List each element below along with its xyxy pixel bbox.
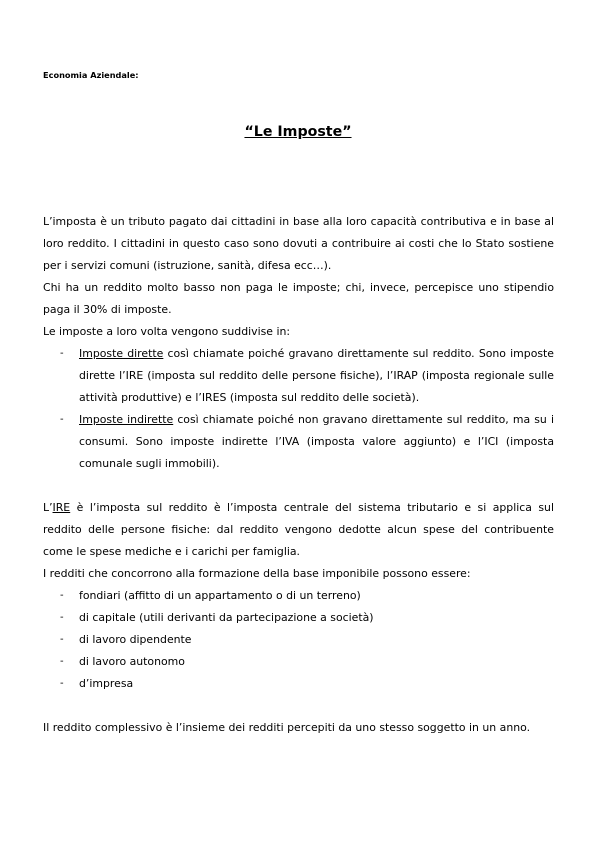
- intro-paragraph: L’imposta è un tributo pagato dai cittadini in base alla loro capacità contributiva e in base al loro reddito. I cittadini in questo caso sono dovuti a contribuire ai costi che lo Stato sostiene per i servizi comuni (istruzione, sanità, difesa ecc…).: [43, 215, 554, 272]
- list-dash: -: [60, 678, 64, 689]
- list-item-text: di capitale (utili derivanti da partecipazione a società): [79, 611, 374, 624]
- list-dash: -: [60, 612, 64, 623]
- list-dash: -: [60, 348, 64, 359]
- list-dash: -: [60, 656, 64, 667]
- term-direct-taxes: Imposte dirette: [79, 347, 164, 360]
- list-item: [43, 673, 554, 695]
- ire-prefix: L’: [43, 501, 53, 514]
- list-item-text: di lavoro autonomo: [79, 655, 185, 668]
- list-dash: -: [60, 414, 64, 425]
- list-dash: -: [60, 634, 64, 645]
- list-item: [43, 343, 554, 409]
- list-dash: -: [60, 590, 64, 601]
- income-paragraph: Chi ha un reddito molto basso non paga le imposte; chi, invece, percepisce uno stipendio paga il 30% di imposte.: [43, 281, 554, 316]
- document-body: [43, 211, 554, 739]
- list-item-text: d’impresa: [79, 677, 134, 690]
- list-item-text: di lavoro dipendente: [79, 633, 192, 646]
- term-ire: IRE: [52, 501, 71, 514]
- tax-types-list: [43, 343, 554, 475]
- list-item-text: così chiamate poiché non gravano direttamente sul reddito, ma su i consumi. Sono imposte indirette l’IVA (imposta valore aggiunto) e l’ICI (imposta comunale sugli immobili).: [79, 413, 554, 470]
- term-indirect-taxes: Imposte indirette: [79, 413, 174, 426]
- list-item: [43, 651, 554, 673]
- ire-paragraph: [43, 497, 554, 563]
- list-item-text: così chiamate poiché gravano direttamente sul reddito. Sono imposte dirette l’IRE (imposta sul reddito delle persone fisiche), l’IRAP (imposta regionale sulle attività produttive) e l’IRES (imposta sul reddito delle società).: [79, 347, 554, 404]
- list-item: [43, 409, 554, 475]
- page-title: “Le Imposte”: [244, 124, 352, 140]
- ire-text: è l’imposta sul reddito è l’imposta centrale del sistema tributario e si applica sul reddito delle persone fisiche: dal reddito vengono dedotte alcun spese del contribuente come le spese mediche e i carichi per famiglia.: [43, 501, 554, 558]
- list-item-text: fondiari (affitto di un appartamento o di un terreno): [79, 589, 361, 602]
- income-types-list: [43, 585, 554, 695]
- spacer: [43, 475, 554, 497]
- list-item: [43, 585, 554, 607]
- total-income-paragraph: Il reddito complessivo è l’insieme dei redditi percepiti da uno stesso soggetto in un anno.: [43, 721, 531, 734]
- subject-heading: Economia Aziendale:: [43, 70, 139, 80]
- spacer: [43, 695, 554, 717]
- classification-paragraph: Le imposte a loro volta vengono suddivise in:: [43, 325, 291, 338]
- list-item: [43, 629, 554, 651]
- list-item: [43, 607, 554, 629]
- income-sources-paragraph: I redditi che concorrono alla formazione della base imponibile possono essere:: [43, 567, 471, 580]
